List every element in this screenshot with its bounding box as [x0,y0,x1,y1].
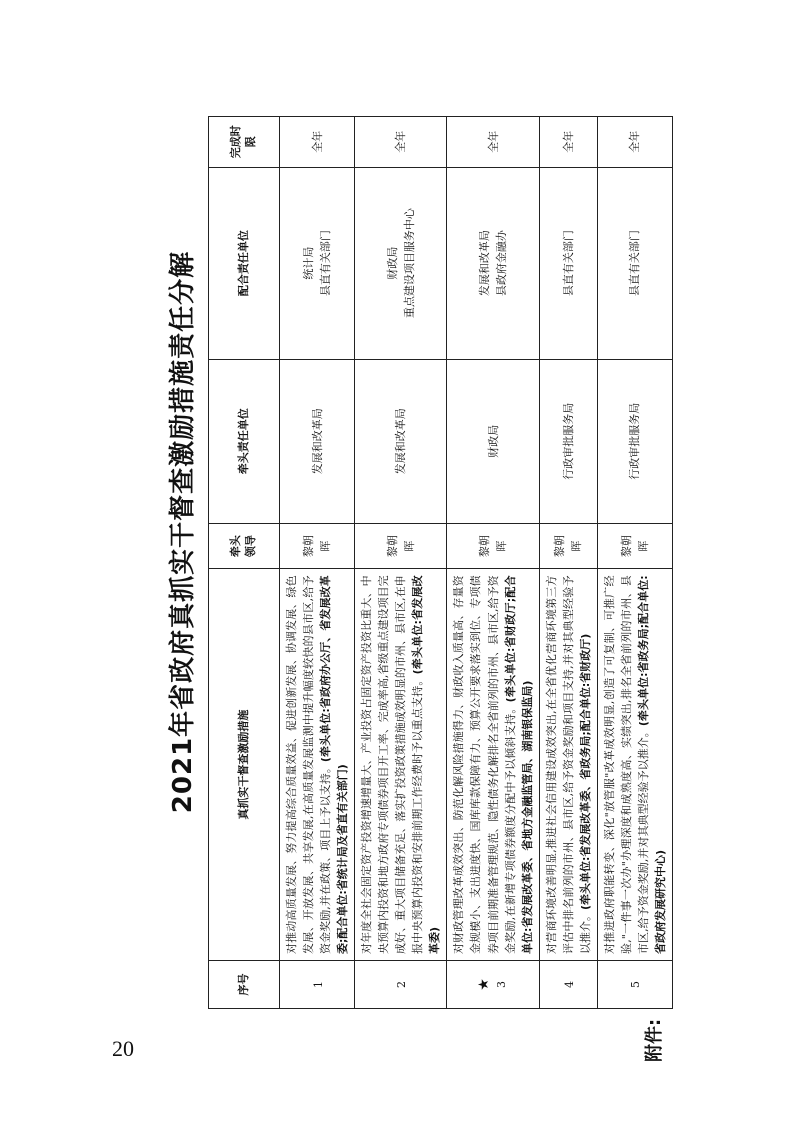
header-seq: 序号 [209,961,280,1009]
table-row [280,117,355,1009]
measure-lead-units: (牵头单位:省政务局;配合单位:省政府发展研究中心) [636,575,667,954]
cell-seq [355,961,447,1009]
cell-cooperating-unit [597,167,672,359]
measure-lead-units: (牵头单位:省政府办公厅、省发展改革委;配合单位:省统计局及省直有关部门) [319,575,350,954]
table-row [539,117,597,1009]
cell-lead-unit: 发展和改革局 [355,359,447,523]
cell-lead-unit: 行政审批服务局 [539,359,597,523]
coop-line-2: 县政府金融办 [495,230,509,297]
attachment-label: 附件: [644,1018,665,1062]
cell-cooperating-unit [447,167,539,359]
table-row [447,117,539,1009]
cell-measure [355,569,447,961]
seq-value: 4 [562,981,576,988]
cell-leader: 黎朝晖 [597,523,672,568]
cell-seq [447,961,539,1009]
cell-cooperating-unit [355,167,447,359]
measure-lead-units: (牵头单位:省财政厅;配合单位:省发展改革委、省地方金融监管局、湖南银保监局) [503,575,534,954]
cell-seq [597,961,672,1009]
cell-measure [280,569,355,961]
table-header-row [209,117,280,1009]
cell-measure [539,569,597,961]
cell-deadline: 全年 [597,117,672,168]
coop-line-2: 重点建设项目服务中心 [402,208,416,319]
measure-text: 对推动高质量发展、努力提高综合质量效益、促进创新发展、协调发展、绿色发展、开放发展、共享发展,在高质量发展监测中提升幅度较快的县市区,给予资金奖励,并在政策、项目上予以支持。 [285,575,333,954]
star-icon: ★ [475,978,492,991]
measure-lead-units: (牵头单位:省发展改革委、省政务局;配合单位:省财政厅) [578,633,592,910]
cell-lead-unit: 行政审批服务局 [597,359,672,523]
measure-text: 对营商环境改善明显,推进社会信用建设成效突出,在全省优化营商环境第三方评估中排名前列的市州、县市区,给予资金奖励和项目支持,并对其典型经验予以推介。 [544,575,592,954]
cell-measure [597,569,672,961]
measure-text: 对财政管理改革成效突出、防范化解风险措施得力、财政收入质量高、存量资金规模小、支出进度快、国库库款保障有力、预算公开要求落实到位、专项债券项目前期准备管理规范、隐性债务化解排名全省前列的市州、县市区,给予资金奖励,在新增专项债券额度分配中予以倾斜支持。 [452,575,517,954]
cell-leader: 黎朝晖 [447,523,539,568]
table-row [355,117,447,1009]
coop-line-1: 发展和改革局 [477,230,491,297]
document-title: 2021年省政府真抓实干督查激励措施责任分解 [168,250,198,814]
cell-leader: 黎朝晖 [280,523,355,568]
seq-value: 2 [395,981,409,988]
header-leader: 牵头领导 [209,523,280,568]
cell-leader: 黎朝晖 [539,523,597,568]
header-cooperating-unit: 配合责任单位 [209,167,280,359]
cell-leader: 黎朝晖 [355,523,447,568]
cell-deadline: 全年 [280,117,355,168]
cell-measure [447,569,539,961]
cell-lead-unit: 财政局 [447,359,539,523]
cell-deadline: 全年 [447,117,539,168]
cell-deadline: 全年 [355,117,447,168]
header-lead-unit: 牵头责任单位 [209,359,280,523]
seq-value: 3 [494,981,508,988]
measure-lead-units: (牵头单位:省发展改革委) [411,575,442,954]
seq-value: 5 [629,981,643,988]
table-row [597,117,672,1009]
cell-cooperating-unit [539,167,597,359]
cell-seq [539,961,597,1009]
coop-line-2: 县直有关部门 [561,230,575,297]
seq-value: 1 [311,981,325,988]
cell-seq [280,961,355,1009]
coop-line-1: 财政局 [385,246,399,280]
cell-cooperating-unit [280,167,355,359]
header-measure: 真抓实干督查激励措施 [209,569,280,961]
cell-lead-unit: 发展和改革局 [280,359,355,523]
coop-line-2: 县直有关部门 [319,230,333,297]
measure-text: 对推进政府职能转变、深化"放管服"改革成效明显,创造了可复制、可推广经验,"一件事一次办"办理深度和成熟度高、实绩突出,排名全省前列的市州、县市区,给予资金奖励,并对其典型经验予以推介。 [602,575,650,954]
measure-text: 对年度全社会固定资产投资增速增量大、产业投资占固定资产投资比重大、中央预算内投资和地方政府专项债券项目开工率、完成率高,省级重点建设项目完成好、重大项目储备充足、落实扩投资政策措施成效明显的市州、县市区,在申报中央预算内投资和安排前期工作经费时予以重点支持。 [360,575,425,954]
coop-line-2: 县直有关部门 [628,230,642,297]
header-deadline: 完成时限 [209,117,280,168]
task-table [208,116,673,1009]
cell-deadline: 全年 [539,117,597,168]
page-number: 20 [112,1036,134,1061]
coop-line-1: 统计局 [302,246,316,280]
